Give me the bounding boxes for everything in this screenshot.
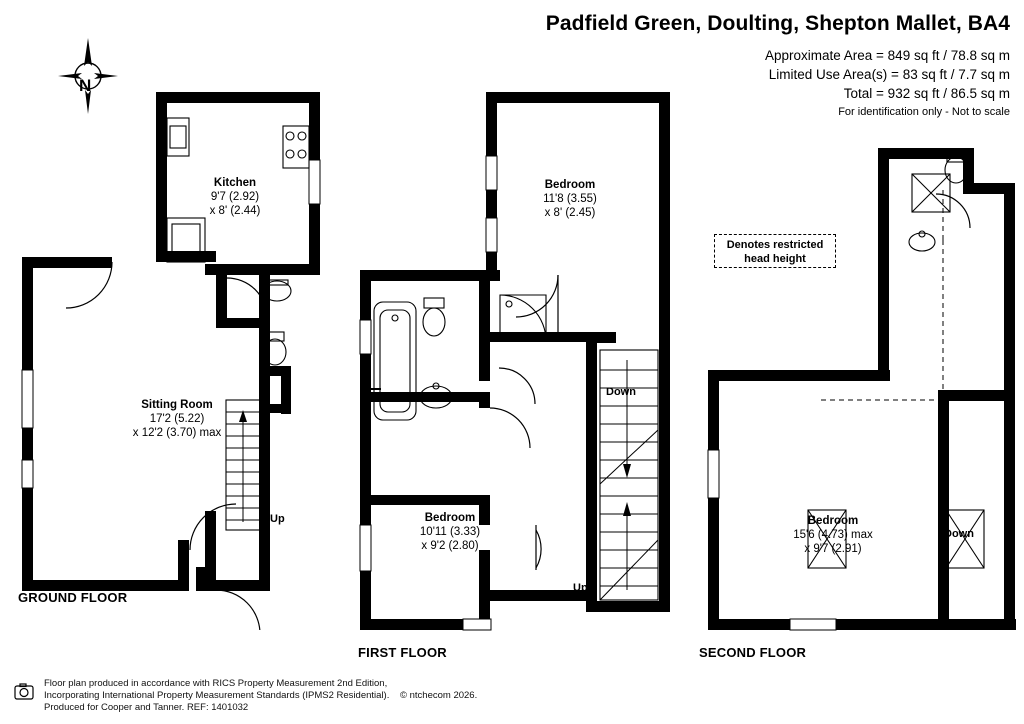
room-bedroom-first-top [515, 178, 625, 220]
room-sitting-room-name: Sitting Room [141, 399, 213, 411]
floor-label-ground: GROUND FLOOR [18, 590, 128, 605]
room-bedroom-first-bottom-name: Bedroom [424, 512, 476, 524]
room-kitchen-dim1: 9'7 (2.92) [210, 191, 260, 203]
room-bedroom-second-dim1: 15'6 (4.73) max [793, 529, 873, 541]
area-total: Total = 932 sq ft / 86.5 sq m [843, 86, 1010, 101]
restricted-head-height-line2: head height [744, 253, 806, 265]
room-sitting-room-dim2: x 12'2 (3.70) max [132, 427, 222, 439]
room-kitchen-dim2: x 8' (2.44) [209, 205, 261, 217]
ground-floor-plan [0, 70, 350, 630]
footer-line3: Produced for Cooper and Tanner. REF: 1401032 [44, 702, 249, 713]
stair-label-first-down: Down [606, 386, 636, 398]
floor-label-second: SECOND FLOOR [699, 645, 807, 660]
room-kitchen-name: Kitchen [213, 177, 257, 189]
room-bedroom-second [768, 514, 898, 556]
page-title: Padfield Green, Doulting, Shepton Mallet, BA4 [545, 12, 1010, 35]
footer-credits [44, 678, 604, 714]
room-sitting-room-dim1: 17'2 (5.22) [149, 413, 205, 425]
room-bedroom-first-bottom [395, 511, 505, 553]
room-kitchen [180, 176, 290, 218]
footer-line1: Floor plan produced in accordance with RICS Property Measurement 2nd Edition, [44, 678, 388, 689]
area-limited-use: Limited Use Area(s) = 83 sq ft / 7.7 sq m [768, 67, 1010, 82]
room-bedroom-first-top-dim1: 11'8 (3.55) [543, 193, 597, 205]
room-bedroom-first-bottom-dim2: x 9'2 (2.80) [421, 540, 479, 552]
first-floor-plan [350, 70, 690, 640]
camera-icon [14, 682, 34, 702]
footer-copyright: © ntchecom 2026. [399, 690, 478, 701]
restricted-head-height-line1: Denotes restricted [726, 239, 824, 251]
second-floor-doors [936, 194, 970, 228]
room-bedroom-first-top-name: Bedroom [544, 179, 596, 191]
room-bedroom-second-dim2: x 9'7 (2.91) [804, 543, 862, 555]
ground-floor-doors [66, 262, 267, 630]
restricted-head-height-key [714, 234, 836, 268]
stair-label-ground-up: Up [270, 513, 285, 525]
identification-disclaimer: For identification only - Not to scale [838, 106, 1010, 118]
room-sitting-room [82, 398, 272, 440]
room-bedroom-first-bottom-dim1: 10'11 (3.33) [419, 526, 481, 538]
stair-label-second-down: Down [944, 528, 974, 540]
area-approximate: Approximate Area = 849 sq ft / 78.8 sq m [764, 48, 1010, 63]
compass-north-label: N [79, 76, 92, 95]
stair-label-first-up: Up [573, 582, 588, 594]
room-bedroom-second-name: Bedroom [807, 515, 859, 527]
room-bedroom-first-top-dim2: x 8' (2.45) [544, 207, 596, 219]
footer-line2: Incorporating International Property Measurement Standards (IPMS2 Residential). [44, 690, 390, 701]
floor-label-first: FIRST FLOOR [358, 645, 447, 660]
